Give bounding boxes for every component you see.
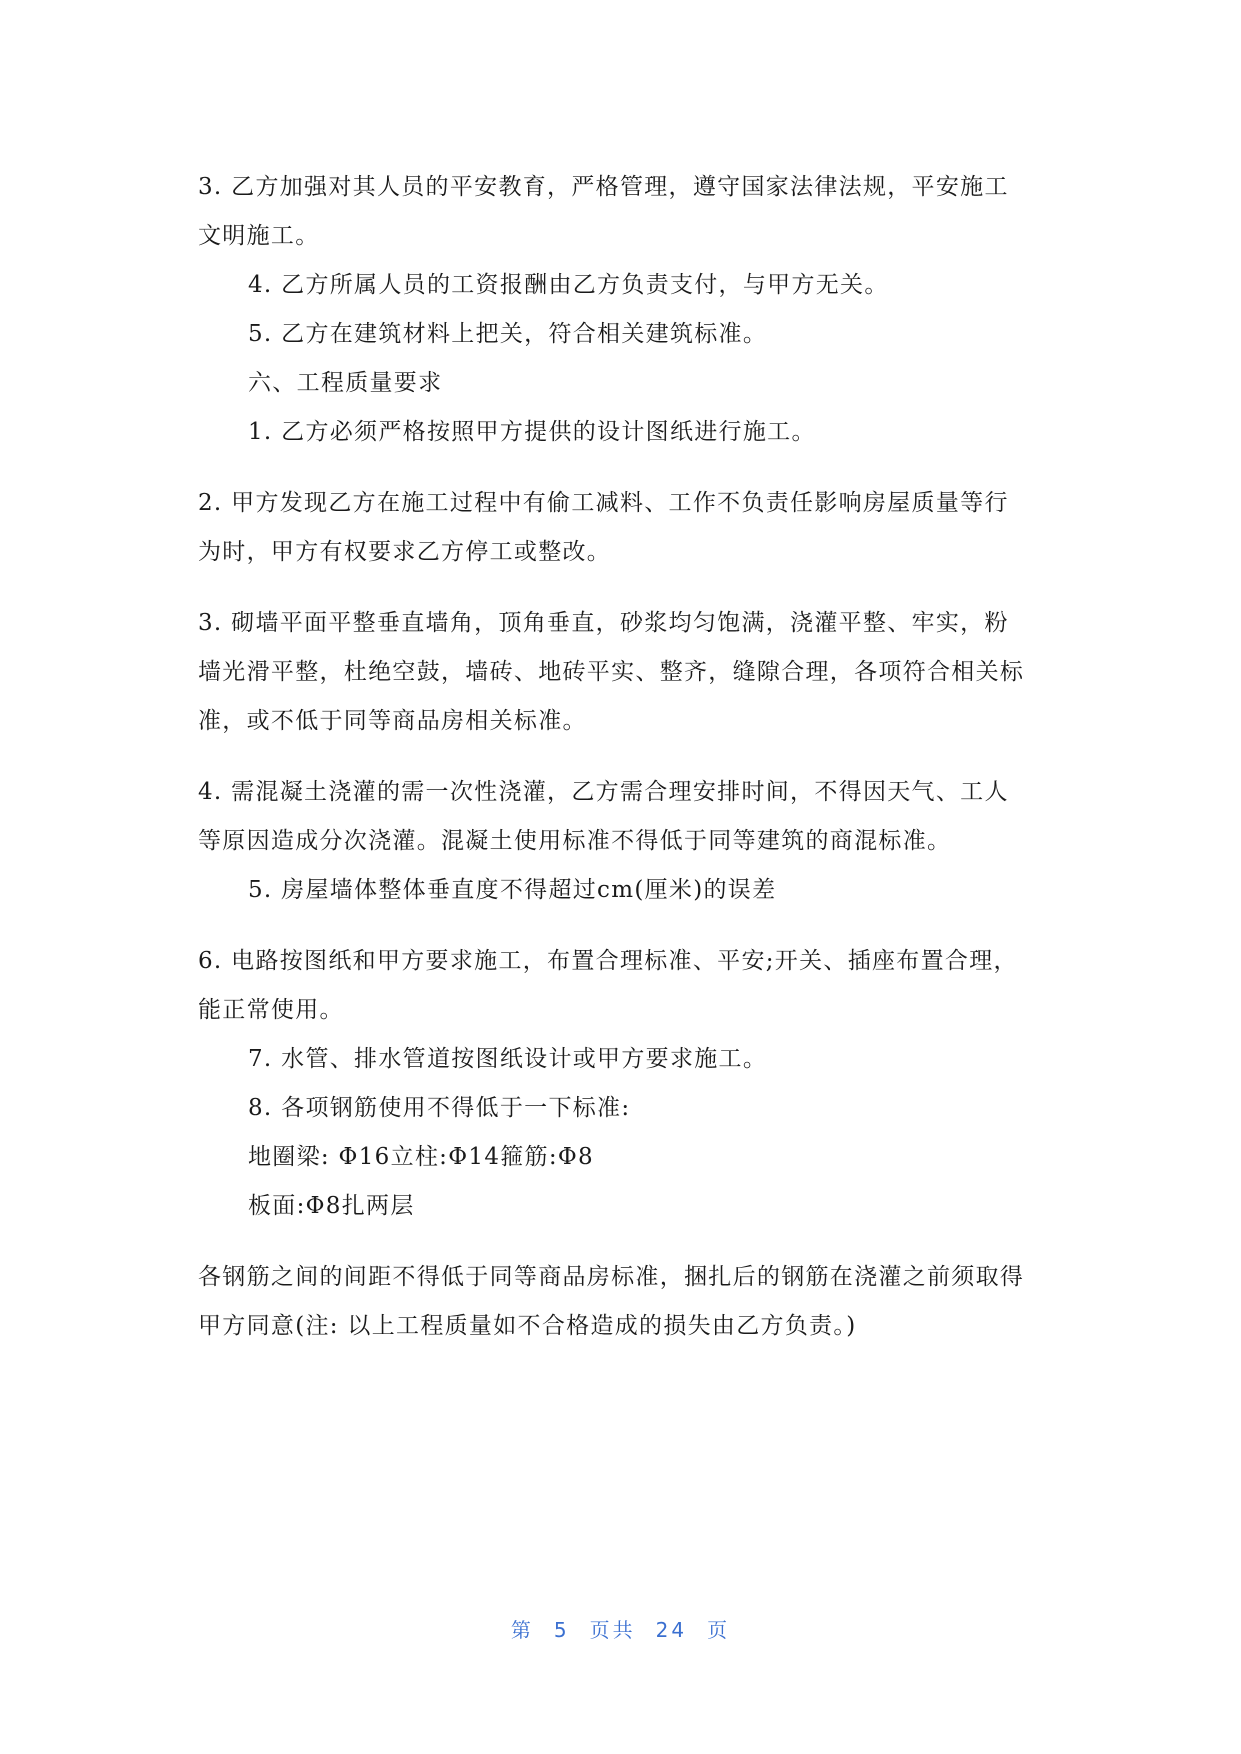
paragraph: 1. 乙方必须严格按照甲方提供的设计图纸进行施工。 (248, 419, 816, 445)
paragraph: 8. 各项钢筋使用不得低于一下标准: (248, 1095, 631, 1121)
paragraph: 5. 房屋墙体整体垂直度不得超过cm(厘米)的误差 (248, 877, 777, 903)
paragraph: 各钢筋之间的间距不得低于同等商品房标准，捆扎后的钢筋在浇灌之前须取得甲方同意(注: 以上工程质量如不合格造成的损失由乙方负责。) (198, 1264, 1025, 1339)
footer-label-ye-gong: 页共 (589, 1618, 636, 1642)
paragraph: 6. 电路按图纸和甲方要求施工，布置合理标准、平安;开关、插座布置合理，能正常使用。 (198, 948, 1018, 1023)
paragraph: 4. 需混凝土浇灌的需一次性浇灌，乙方需合理安排时间，不得因天气、工人等原因造成分次浇灌。混凝土使用标准不得低于同等建筑的商混标准。 (198, 779, 1009, 854)
paragraph: 7. 水管、排水管道按图纸设计或甲方要求施工。 (248, 1046, 768, 1072)
footer-current-page: 5 (553, 1618, 570, 1642)
footer-label-ye: 页 (707, 1618, 731, 1642)
rebar-spec-line: 板面:Φ8扎两层 (248, 1193, 415, 1219)
footer-label-di: 第 (510, 1618, 534, 1642)
paragraph: 3. 乙方加强对其人员的平安教育，严格管理，遵守国家法律法规，平安施工文明施工。 (198, 174, 1009, 249)
page-footer (0, 1614, 1241, 1643)
footer-total-pages: 24 (655, 1618, 688, 1642)
paragraph: 3. 砌墙平面平整垂直墙角，顶角垂直，砂浆均匀饱满，浇灌平整、牢实，粉墙光滑平整，杜绝空鼓，墙砖、地砖平实、整齐，缝隙合理，各项符合相关标准，或不低于同等商品房相关标准。 (198, 610, 1025, 734)
paragraph: 4. 乙方所属人员的工资报酬由乙方负责支付，与甲方无关。 (248, 272, 889, 298)
document-body (198, 163, 1028, 1351)
rebar-spec-line: 地圈梁: Φ16立柱:Φ14箍筋:Φ8 (248, 1144, 594, 1170)
paragraph: 2. 甲方发现乙方在施工过程中有偷工减料、工作不负责任影响房屋质量等行为时，甲方有权要求乙方停工或整改。 (198, 490, 1009, 565)
paragraph: 5. 乙方在建筑材料上把关，符合相关建筑标准。 (248, 321, 768, 347)
section-heading: 六、工程质量要求 (248, 370, 443, 396)
